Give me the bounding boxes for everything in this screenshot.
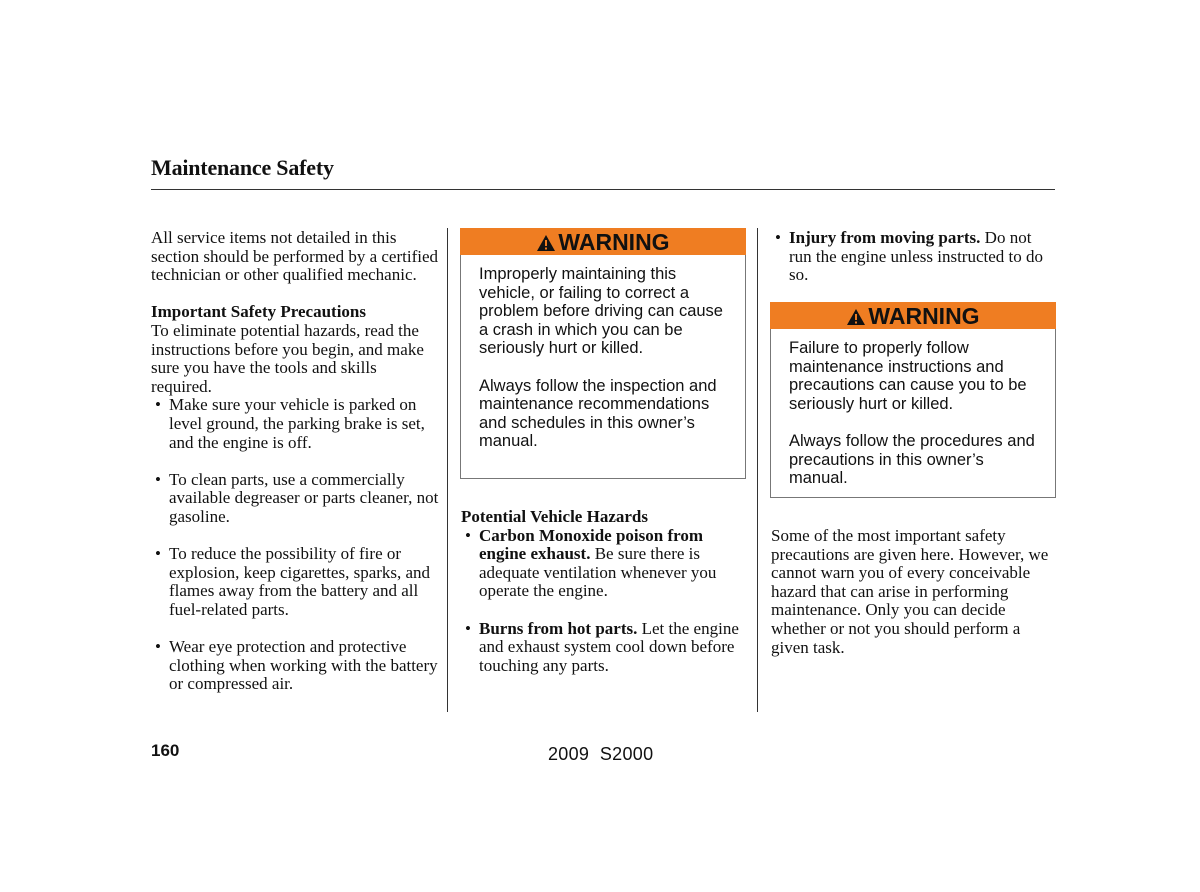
right-column-bottom — [771, 527, 1051, 657]
list-item — [151, 396, 441, 452]
list-item — [461, 620, 751, 676]
warning-triangle-icon — [536, 234, 556, 252]
warning-text: Failure to properly follow maintenance instructions and precautions can cause you to be seriously hurt or killed. — [789, 339, 1027, 413]
warning-box — [770, 302, 1056, 498]
list-item — [151, 638, 441, 694]
title-divider — [151, 189, 1055, 190]
right-column-top — [771, 229, 1051, 285]
safety-precautions-body: To eliminate potential hazards, read the instructions before you begin, and make sure you have the tools and skills required. — [151, 320, 424, 396]
list-item-text: To clean parts, use a commercially available degreaser or parts cleaner, not gasoline. — [169, 469, 439, 526]
page-title: Maintenance Safety — [151, 155, 334, 180]
bullet-icon: • — [465, 525, 471, 545]
bullet-icon: • — [155, 637, 161, 657]
left-column — [151, 229, 441, 694]
hazard-title: Carbon Monoxide poison from engine exhaust. — [479, 525, 704, 564]
hazard-title: Injury from moving parts. — [789, 228, 981, 247]
hazard-text: Let the engine and exhaust system cool down before touching any parts. — [479, 618, 739, 675]
column-divider-right — [757, 228, 758, 712]
list-item — [151, 545, 441, 619]
vehicle-hazards-heading: Potential Vehicle Hazards — [461, 507, 648, 526]
warning-text: Always follow the procedures and precautions in this owner’s manual. — [789, 431, 1035, 488]
list-item — [151, 471, 441, 527]
closing-paragraph: Some of the most important safety precautions are given here. However, we cannot warn you of every conceivable hazard that can arise in performing maintenance. Only you can decide whether or not you should perform a given task. — [771, 526, 1049, 657]
bullet-icon: • — [155, 544, 161, 564]
safety-precautions-heading: Important Safety Precautions — [151, 302, 366, 322]
warning-label: WARNING — [868, 303, 980, 329]
list-item-text: Make sure your vehicle is parked on level ground, the parking brake is set, and the engine is off. — [169, 395, 425, 452]
bullet-icon: • — [155, 469, 161, 489]
hazard-text: Be sure there is adequate ventilation whenever you operate the engine. — [479, 544, 717, 601]
list-item — [461, 527, 751, 601]
warning-header — [460, 228, 746, 255]
hazard-title: Burns from hot parts. — [479, 618, 638, 638]
column-divider-left — [447, 228, 448, 712]
intro-paragraph: All service items not detailed in this section should be performed by a certified technician or other qualified mechanic. — [151, 228, 439, 285]
warning-text: Improperly maintaining this vehicle, or failing to correct a problem before driving can cause a crash in which you can be seriously hurt or killed. — [479, 265, 723, 358]
list-item — [771, 229, 1051, 285]
hazard-text: Do not run the engine unless instructed to do so. — [789, 228, 1044, 285]
page-number: 160 — [151, 741, 180, 760]
bullet-icon: • — [775, 228, 781, 247]
footer-model: 2009 S2000 — [548, 744, 654, 764]
list-item-text: Wear eye protection and protective clothing when working with the battery or compressed air. — [169, 637, 438, 694]
warning-triangle-icon — [846, 308, 866, 326]
warning-box — [460, 228, 746, 479]
warning-body — [771, 329, 1055, 496]
warning-label: WARNING — [558, 229, 670, 255]
warning-text: Always follow the inspection and maintenance recommendations and schedules in this owner’s manual. — [479, 376, 717, 451]
bullet-icon: • — [155, 395, 161, 415]
list-item-text: To reduce the possibility of fire or explosion, keep cigarettes, sparks, and flames away from the battery and all fuel-related parts. — [169, 544, 431, 619]
bullet-icon: • — [465, 618, 471, 638]
warning-header — [770, 302, 1056, 329]
middle-column — [461, 508, 751, 675]
warning-body — [461, 255, 745, 459]
